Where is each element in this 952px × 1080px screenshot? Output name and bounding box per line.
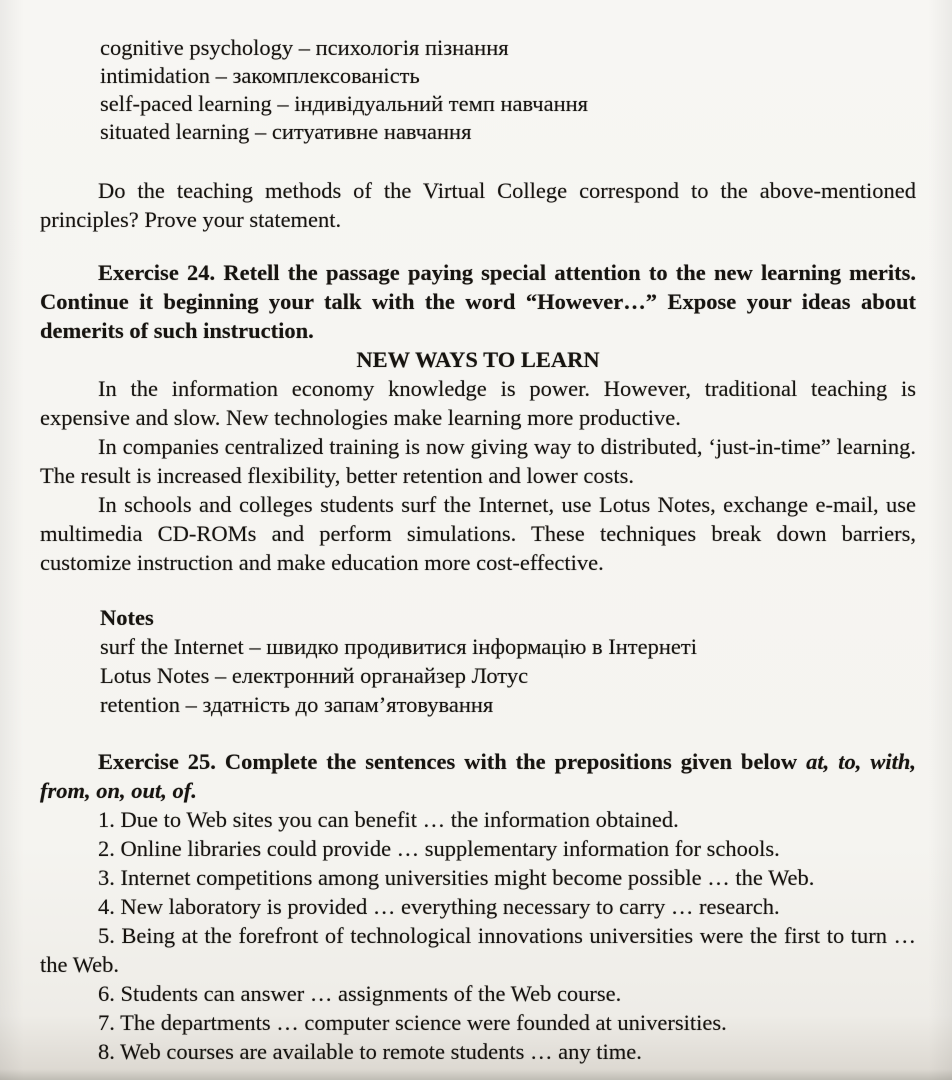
glossary-item: situated learning – ситуативне навчання (100, 119, 472, 144)
exercise-25-items (40, 805, 916, 1066)
note-item: Lotus Notes – електронний органайзер Лотус (100, 663, 529, 688)
note-item: surf the Internet – швидко продивитися інформацію в Інтернеті (100, 634, 697, 659)
exercise-24-heading: Exercise 24. Retell the passage paying special attention to the new learning merits. Continue it beginning your talk with the word “However…” Expose your ideas about demerits of such instruction. (40, 260, 916, 343)
passage-body (40, 374, 916, 577)
exercise-item: 8. Web courses are available to remote students … any time. (98, 1039, 642, 1064)
exercise-item: 6. Students can answer … assignments of the Web course. (98, 981, 622, 1006)
exercise-item: 2. Online libraries could provide … supplementary information for schools. (98, 836, 780, 861)
exercise-25-heading (40, 747, 916, 805)
glossary-item: intimidation – закомплексованість (100, 63, 420, 88)
exercise-item: 1. Due to Web sites you can benefit … the information obtained. (98, 807, 679, 832)
vocabulary-glossary (100, 34, 916, 146)
passage-paragraph: In companies centralized training is now giving way to distributed, ‘just-in-time” learning. The result is increased flexibility, better retention and lower costs. (40, 434, 916, 488)
question-paragraph: Do the teaching methods of the Virtual College correspond to the above-mentioned principles? Prove your statement. (40, 178, 916, 232)
notes-section (100, 603, 916, 719)
passage-paragraph: In the information economy knowledge is power. However, traditional teaching is expensive and slow. New technologies make learning more productive. (40, 376, 916, 430)
glossary-item: cognitive psychology – психологія пізнання (100, 35, 509, 60)
glossary-item: self-paced learning – індивідуальний темп навчання (100, 91, 589, 116)
notes-heading: Notes (100, 605, 154, 630)
passage-title: NEW WAYS TO LEARN (356, 347, 600, 372)
exercise-25-prepositions: at, to, with, from, on, out, of. (40, 749, 916, 803)
note-item: retention – здатність до запам’ятовування (100, 692, 494, 717)
exercise-item: 7. The departments … computer science were founded at universities. (98, 1010, 727, 1035)
passage-paragraph: In schools and colleges students surf the Internet, use Lotus Notes, exchange e-mail, use multimedia CD-ROMs and perform simulations. These techniques break down barriers, customize instruction and make education more cost-effective. (40, 492, 916, 575)
exercise-item: 5. Being at the forefront of technological innovations universities were the first to turn … the Web. (40, 923, 916, 977)
exercise-item: 4. New laboratory is provided … everything necessary to carry … research. (98, 894, 780, 919)
exercise-item: 3. Internet competitions among universities might become possible … the Web. (98, 865, 815, 890)
exercise-25-heading-text: Exercise 25. Complete the sentences with the prepositions given below (98, 749, 807, 774)
